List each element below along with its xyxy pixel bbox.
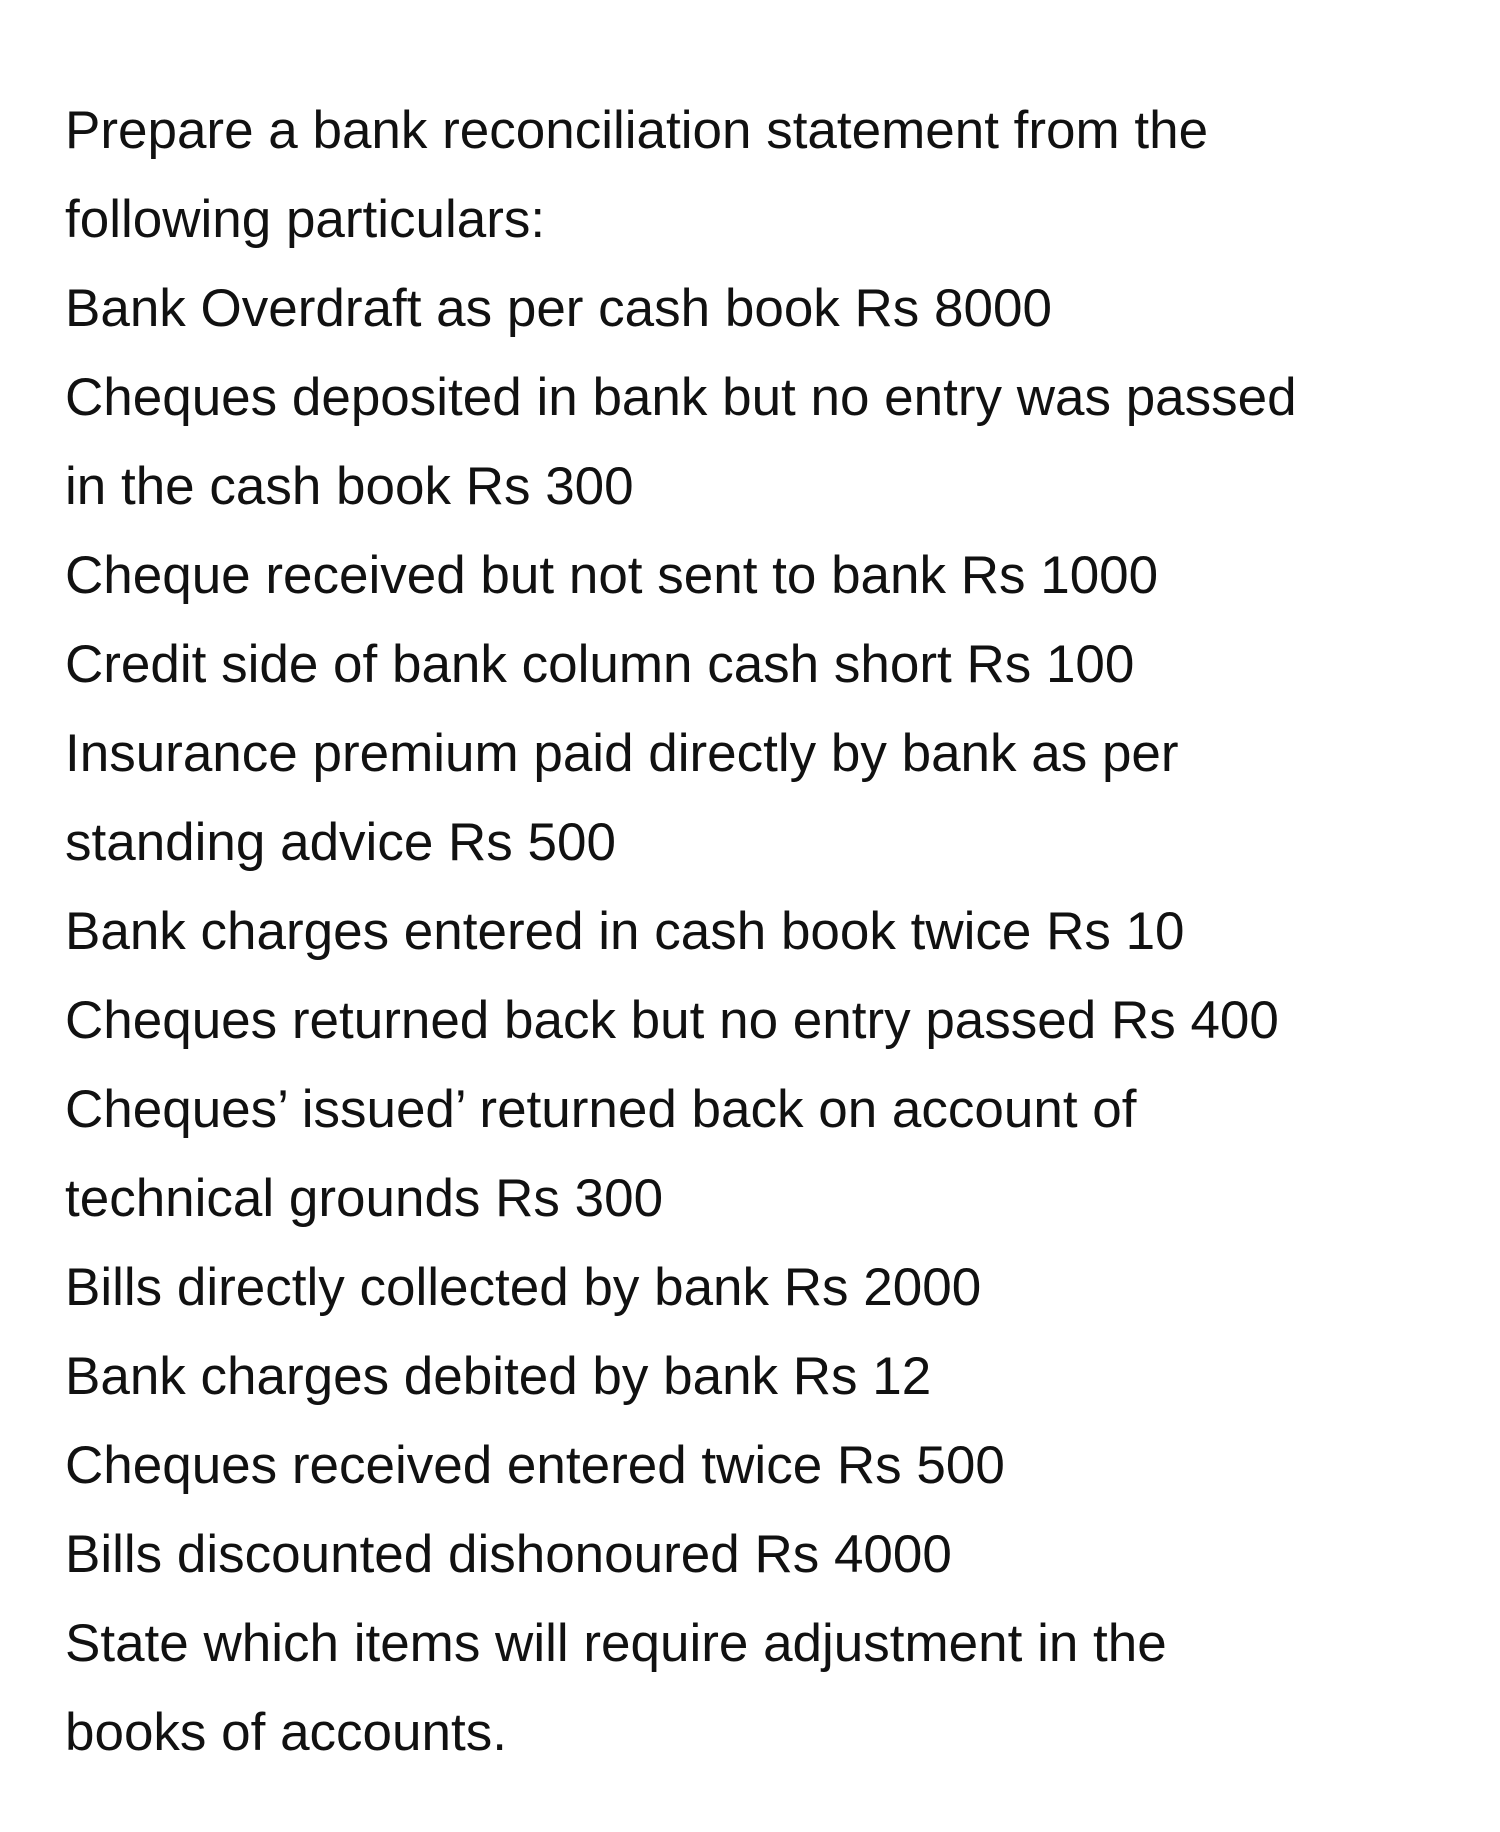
- intro-line-2: following particulars:: [65, 190, 546, 249]
- particular-line: Cheques returned back but no entry passed Rs 400: [65, 991, 1279, 1050]
- particular-line: Bank charges entered in cash book twice Rs 10: [65, 902, 1185, 961]
- closing-line-1: State which items will require adjustment in the: [65, 1614, 1167, 1673]
- particular-line: in the cash book Rs 300: [65, 457, 634, 516]
- particular-line: standing advice Rs 500: [65, 813, 616, 872]
- particular-line: Bank charges debited by bank Rs 12: [65, 1347, 932, 1406]
- particular-line: Credit side of bank column cash short Rs 100: [65, 635, 1135, 694]
- particular-line: technical grounds Rs 300: [65, 1169, 664, 1228]
- intro-line-1: Prepare a bank reconciliation statement from the: [65, 101, 1209, 160]
- particular-line: Bills directly collected by bank Rs 2000: [65, 1258, 982, 1317]
- closing-line-2: books of accounts.: [65, 1703, 507, 1762]
- particular-line: Bills discounted dishonoured Rs 4000: [65, 1525, 952, 1584]
- particular-line: Cheques’ issued’ returned back on account of: [65, 1080, 1137, 1139]
- particular-line: Cheques received entered twice Rs 500: [65, 1436, 1005, 1495]
- particular-line: Bank Overdraft as per cash book Rs 8000: [65, 279, 1052, 338]
- particular-line: Cheques deposited in bank but no entry was passed: [65, 368, 1297, 427]
- particular-line: Cheque received but not sent to bank Rs 1000: [65, 546, 1159, 605]
- particular-line: Insurance premium paid directly by bank as per: [65, 724, 1179, 783]
